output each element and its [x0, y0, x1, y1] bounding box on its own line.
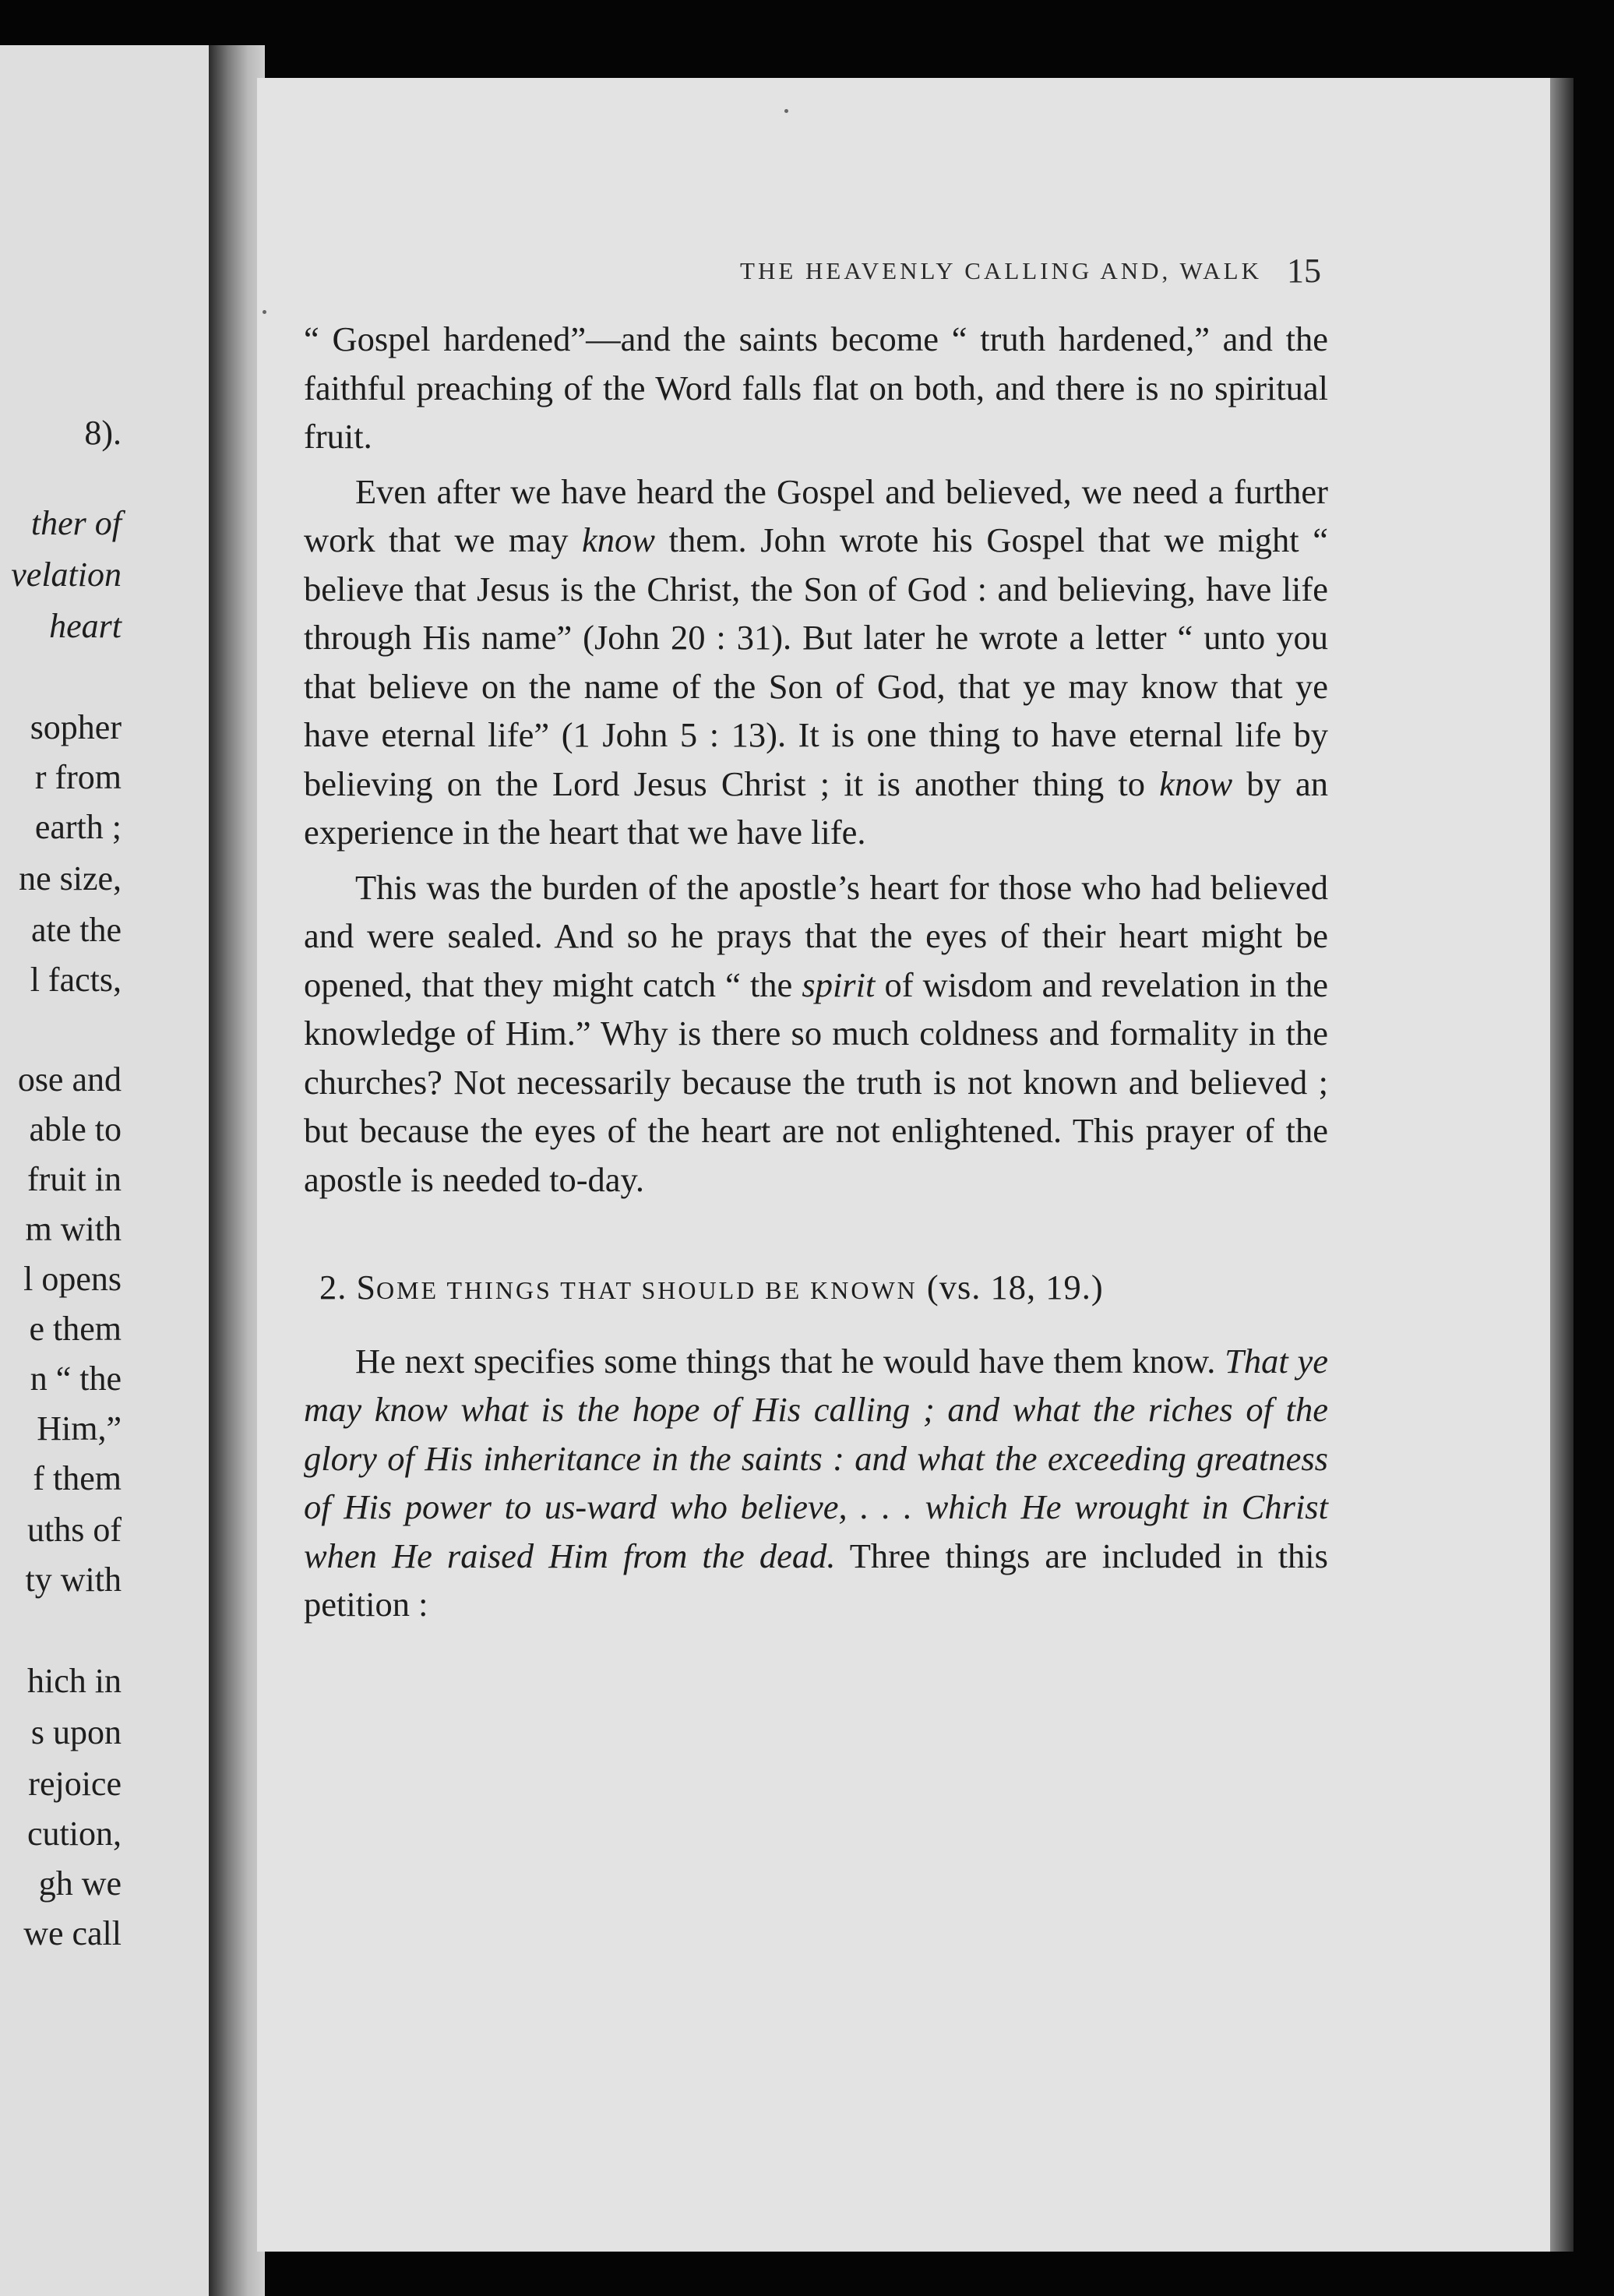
para3-text-c: of wisdom and revelation in the knowledge of Him.” Why is there so much coldness and formality in the churches? Not necessarily because the truth is not known and believed ; but because the eyes of the heart are not enlightened. This prayer of the apostle is needed to-day. — [304, 965, 1328, 1199]
facing-page-line: ate the — [30, 911, 122, 949]
facing-page-line: fruit in — [27, 1160, 122, 1198]
para2-text-e: by an experience in the heart that we have life. — [304, 764, 1328, 852]
speck — [263, 310, 266, 314]
heading-initial: S — [356, 1268, 376, 1307]
paragraph-2 — [304, 467, 1328, 857]
section-heading — [304, 1263, 1328, 1315]
facing-page-line: l facts, — [30, 961, 122, 999]
facing-page-line: m with — [25, 1210, 122, 1248]
facing-page — [0, 45, 213, 2296]
facing-page-line: velation — [11, 555, 122, 594]
facing-page-line: hich in — [27, 1662, 122, 1700]
heading-number: 2. — [319, 1268, 347, 1307]
facing-page-line: gh we — [38, 1864, 122, 1903]
facing-page-line: r from — [34, 758, 122, 796]
para2-emphasis-know: know — [582, 520, 655, 559]
para2-text-c: them. John wrote his Gospel that we might “ believe that Jesus is the Christ, the Son of God : and believing, have life through His name” (John 20 : 31). But later he wrote a letter “ unto you that believe on the name of the Son of God, that ye may know that ye have eternal life” (1 John 5 : 13). It is one thing to have eternal life by believing on the Lord Jesus Christ ; it is another thing to — [304, 520, 1328, 803]
facing-page-line: ne size, — [19, 859, 122, 898]
facing-page-line: cution, — [27, 1815, 122, 1853]
facing-page-line: uths of — [27, 1511, 122, 1549]
para4-text-a: He next specifies some things that he would have them know. — [355, 1341, 1225, 1381]
facing-page-line: able to — [29, 1110, 122, 1148]
facing-page-line: ty with — [25, 1561, 122, 1599]
facing-page-line: rejoice — [28, 1765, 122, 1803]
running-head: THE HEAVENLY CALLING AND, WALK — [740, 257, 1262, 284]
facing-page-line: ther of — [30, 504, 122, 542]
para4-scripture-quote: That ye may know what is the hope of His calling ; and what the riches of the glory of His inheritance in the saints : and what the exceeding greatness of His power to us-ward who believe, . . . which He wrought in Christ when He raised Him from the dead. — [304, 1341, 1328, 1575]
facing-page-line: Him,” — [37, 1409, 122, 1448]
page-body — [304, 315, 1328, 1629]
page-number: 15 — [1287, 252, 1321, 290]
facing-page-line: l opens — [23, 1260, 122, 1298]
paragraph-3 — [304, 863, 1328, 1204]
facing-page-line: sopher — [30, 708, 122, 746]
page-edge — [1550, 78, 1573, 2252]
facing-page-line: ose and — [17, 1060, 122, 1099]
facing-page-line: we call — [23, 1914, 122, 1952]
para3-text-a: This was the burden of the apostle’s heart for those who had believed and were sealed. And so he prays that the eyes of their heart might be opened, that they might catch “ the — [304, 867, 1328, 1004]
facing-page-line: earth ; — [34, 808, 122, 846]
para4-text-c: Three things are included in this petition : — [304, 1536, 1328, 1624]
facing-page-line: s upon — [30, 1713, 122, 1751]
para2-emphasis-know-2: know — [1159, 764, 1233, 803]
speck — [784, 109, 788, 113]
facing-page-line: n “ the — [30, 1360, 122, 1398]
facing-page-line: heart — [49, 607, 122, 645]
para2-text-a: Even after we have heard the Gospel and believed, we need a further work that we may — [304, 471, 1328, 559]
heading-text: OME THINGS THAT SHOULD BE KNOWN — [375, 1276, 918, 1304]
para3-emphasis-spirit: spirit — [802, 965, 876, 1004]
facing-page-line: f them — [33, 1459, 122, 1497]
paragraph-4 — [304, 1337, 1328, 1629]
facing-page-line: 8). — [84, 414, 122, 452]
paragraph-1: “ Gospel hardened”—and the saints become “ truth hardened,” and the faithful preaching of the Word falls flat on both, and there is no spiritual fruit. — [304, 319, 1328, 456]
heading-reference: (vs. 18, 19.) — [926, 1268, 1104, 1307]
facing-page-line: e them — [29, 1310, 122, 1348]
